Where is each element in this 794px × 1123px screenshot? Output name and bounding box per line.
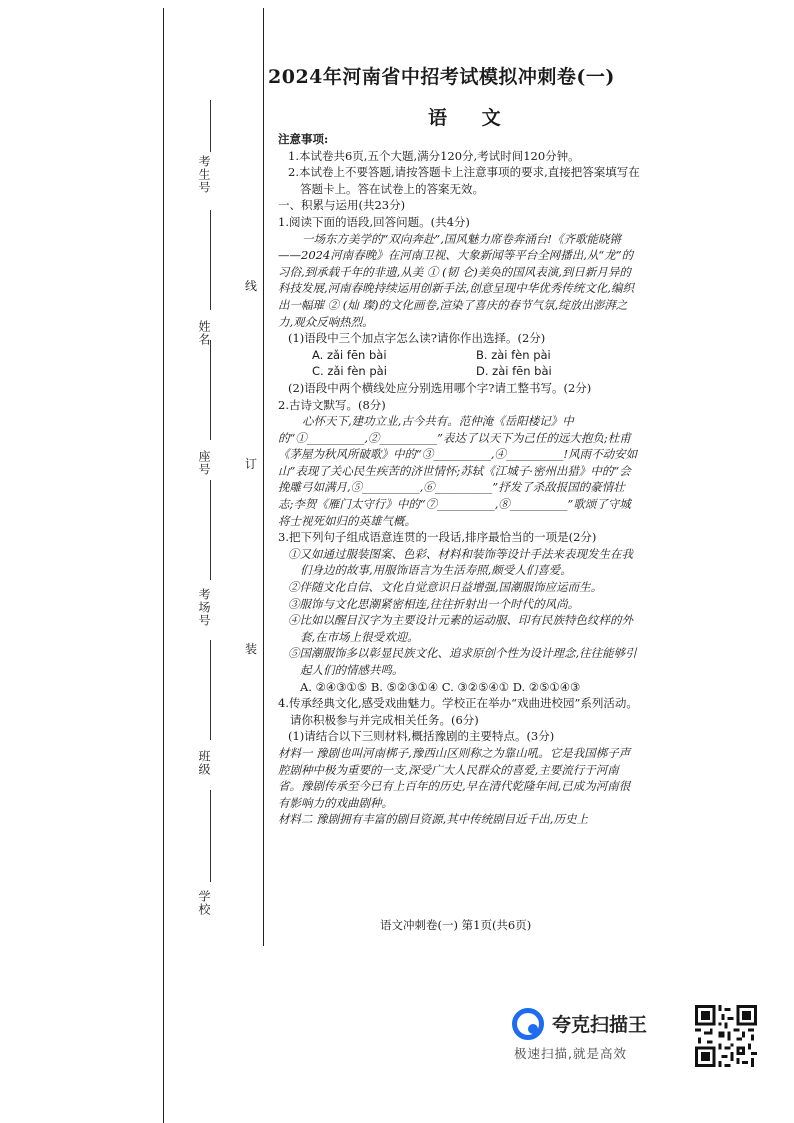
sentence-item: ③服饰与文化思潮紧密相连,往往折射出一个时代的风尚。 xyxy=(288,596,580,611)
binding-border-left xyxy=(163,8,164,1123)
field-line-class xyxy=(210,640,211,740)
field-label-school: 学校 xyxy=(197,890,211,916)
answer-choices: A. ②④③①⑤ B. ⑤②③①④ C. ③②⑤④① D. ②⑤①④③ xyxy=(300,679,581,694)
sub-question: (1)请结合以下三则材料,概括豫剧的主要特点。(3分) xyxy=(288,729,555,744)
question-stem: 2.古诗文默写。(8分) xyxy=(278,397,386,412)
material-two: 材料二 豫剧拥有丰富的剧目资源,其中传统剧目近千出,历史上 xyxy=(278,812,588,827)
qr-code-icon xyxy=(695,1005,757,1067)
option-b: B. zài fèn pài xyxy=(476,347,551,362)
seal-char-line: 线 xyxy=(245,279,258,293)
seal-char-install: 装 xyxy=(245,642,258,656)
field-label-class: 班级 xyxy=(197,750,211,776)
scanner-slogan: 极速扫描,就是高效 xyxy=(514,1046,627,1061)
reading-passage: 一场东方美学的“双向奔赴”,国风魅力席卷奔涌台!《齐歌能晓锵——2024河南春晚》在河南卫视、大象新闻等平台全网播出,从“龙”的习俗,到承载千年的非遗,从美 ① (韧 仑)美奂的国风表演,到日新月异的科技发展,河南春晚持续运用创新手法,创意呈现中华优秀传统文化,编织出一幅璀 ② (灿 璨)的文化画卷,渲染了喜庆的春节气氛,绽放出澎湃之力,观众反响热烈。 xyxy=(278,231,634,329)
paper-title: 2024年河南省中招考试模拟冲刺卷(一) xyxy=(268,66,615,88)
exam-content xyxy=(278,131,640,828)
field-line-name xyxy=(210,210,211,310)
question-stem: 4.传承经典文化,感受戏曲魅力。学校正在举办“戏曲进校园”系列活动。请你积极参与并完成相关任务。(6分) xyxy=(278,696,638,727)
scanner-app-name: 夸克扫描王 xyxy=(552,1014,648,1036)
option-a: A. zǎi fēn bài xyxy=(312,347,387,362)
sentence-item: ②伴随文化自信、文化自觉意识日益增强,国潮服饰应运而生。 xyxy=(288,580,603,595)
field-label-seat: 座号 xyxy=(197,450,211,476)
material-one: 材料一 豫剧也叫河南梆子,豫西山区则称之为靠山吼。它是我国梆子声腔剧种中极为重要的一支,深受广大人民群众的喜爱,主要流行于河南省。豫剧传承至今已有上百年的历史,早在清代乾隆年间,已成为河南很有影响力的戏曲剧种。 xyxy=(278,745,631,810)
field-line-school xyxy=(210,790,211,882)
section-heading: 一、积累与运用(共23分) xyxy=(278,198,406,213)
sub-question: (1)语段中三个加点字怎么读?请你作出选择。(2分) xyxy=(288,331,546,346)
notice-item: 1.本试卷共6页,五个大题,满分120分,考试时间120分钟。 xyxy=(288,148,580,163)
option-c: C. zǎi fèn pài xyxy=(312,364,387,379)
sentence-item: ⑤国潮服饰多以彰显民族文化、追求原创个性为设计理念,往往能够引起人们的情感共鸣。 xyxy=(288,646,637,677)
field-label-exam-number: 考生号 xyxy=(197,155,211,194)
question-stem: 1.阅读下面的语段,回答问题。(共4分) xyxy=(278,214,470,229)
field-line-exam-number xyxy=(210,100,211,152)
field-label-exam-room: 考场号 xyxy=(197,588,211,627)
scanner-logo xyxy=(512,1008,692,1063)
field-line-exam-room xyxy=(210,480,211,580)
sentence-item: ①又如通过服装图案、色彩、材料和装饰等设计手法来表现发生在我们身边的故事,用服饰语言为生活寿照,颇受人们喜爱。 xyxy=(288,546,633,578)
field-label-name: 姓名 xyxy=(197,320,211,346)
sub-question: (2)语段中两个横线处应分别选用哪个字?请工整书写。(2分) xyxy=(288,380,592,395)
notice-item: 2.本试卷上不要答题,请按答题卡上注意事项的要求,直接把答案填写在答题卡上。答在试卷上的答案无效。 xyxy=(288,165,640,196)
scanner-logo-icon xyxy=(512,1008,544,1040)
paper-subject: 语 文 xyxy=(428,107,515,129)
page-footer: 语文冲刺卷(一) 第1页(共6页) xyxy=(380,918,532,932)
poetry-fill-blanks: 心怀天下,建功立业,古今共有。范仲淹《岳阳楼记》中的“①__________,②__________”表达了以天下为己任的远大抱负;杜甫《茅屋为秋风所破歌》中的“③__________,④__________!风雨不动安如山”表现了关心民生疾苦的济世情怀;苏轼《江城子·密州出猎》中的“会挽雕弓如满月,⑤__________,⑥__________”抒发了杀敌报国的豪情壮志;李贺《雁门太守行》中的“⑦__________,⑧__________”歌颂了守城将士视死如归的英雄气概。 xyxy=(278,414,638,528)
seal-char-bind: 订 xyxy=(245,457,258,471)
option-d: D. zài fēn bài xyxy=(476,364,552,379)
notice-heading: 注意事项: xyxy=(278,132,329,146)
sentence-item: ④比如以醒目汉字为主要设计元素的运动服、印有民族特色纹样的外套,在市场上很受欢迎。 xyxy=(288,613,633,644)
option-list xyxy=(278,347,640,380)
binding-border-right xyxy=(263,8,264,946)
question-stem: 3.把下列句子组成语意连贯的一段话,排序最恰当的一项是(2分) xyxy=(278,530,597,545)
field-line-seat xyxy=(210,340,211,440)
